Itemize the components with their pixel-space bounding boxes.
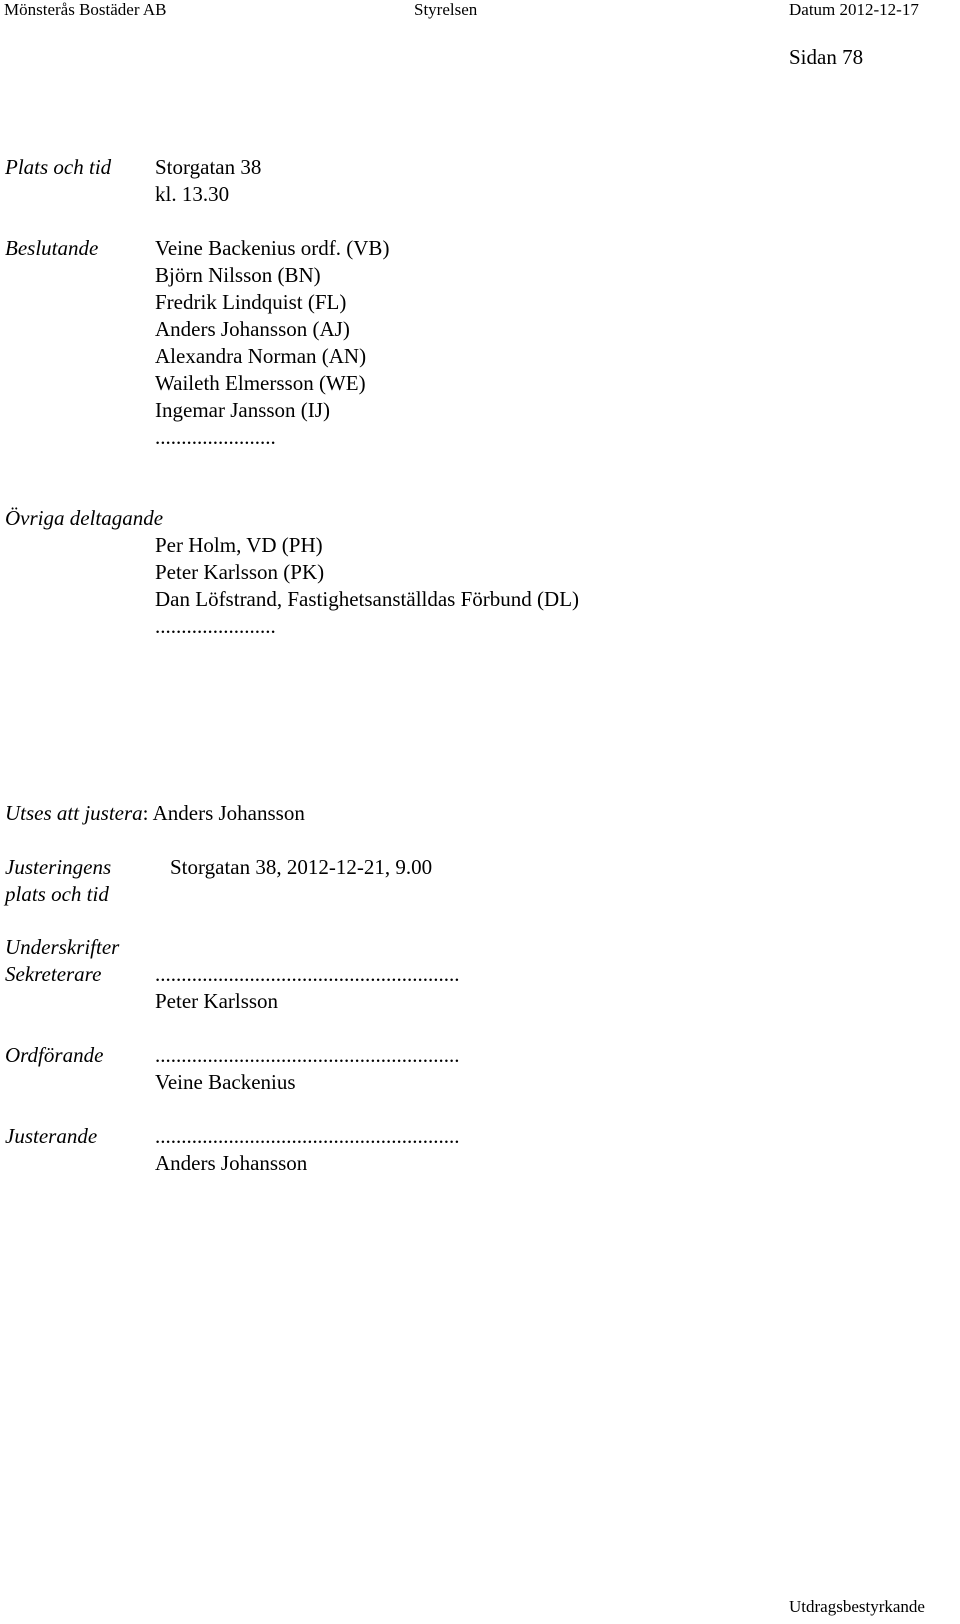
signature-block-chair [155,1042,460,1096]
signature-role-chair: Ordförande [5,1043,104,1067]
list-item: Per Holm, VD (PH) [155,533,323,557]
signatures-heading: Underskrifter [5,935,120,959]
adjuster-label: Utses att justera [5,801,143,825]
document-date: Datum 2012-12-17 [789,0,919,19]
signatory-name: Peter Karlsson [155,989,279,1013]
signature-block-secretary [155,961,460,1015]
other-participants-list [155,532,579,640]
signature-role-adjuster: Justerande [5,1124,98,1148]
decision-makers-list [155,235,389,451]
adjustment-label-line2: plats och tid [5,882,109,906]
signatory-name: Anders Johansson [155,1151,308,1175]
signature-line: .......................................................... [155,962,460,986]
footer-note: Utdragsbestyrkande [789,1597,925,1616]
page-number: Sidan 78 [789,45,864,69]
adjuster-separator: : [142,801,149,825]
list-item: Fredrik Lindquist (FL) [155,290,347,314]
meeting-place: Storgatan 38 [155,155,262,179]
other-participants-label: Övriga deltagande [5,506,164,530]
signature-block-adjuster [155,1123,460,1177]
decision-makers-label: Beslutande [5,236,99,260]
adjuster-line [5,800,305,827]
list-item: Alexandra Norman (AN) [155,344,367,368]
list-item: Dan Löfstrand, Fastighetsanställdas Förbund (DL) [155,587,580,611]
organization-name: Mönsterås Bostäder AB [4,0,167,19]
placeholder-dots: ....................... [155,425,276,449]
adjuster-name: Anders Johansson [152,801,305,825]
adjustment-value: Storgatan 38, 2012-12-21, 9.00 [170,855,433,879]
adjustment-label [5,854,111,908]
list-item: Peter Karlsson (PK) [155,560,325,584]
list-item: Waileth Elmersson (WE) [155,371,366,395]
placeholder-dots: ....................... [155,614,276,638]
signatory-name: Veine Backenius [155,1070,296,1094]
adjustment-label-line1: Justeringens [5,855,112,879]
list-item: Björn Nilsson (BN) [155,263,321,287]
signature-line: .......................................................... [155,1124,460,1148]
list-item: Anders Johansson (AJ) [155,317,350,341]
list-item: Veine Backenius ordf. (VB) [155,236,390,260]
list-item: Ingemar Jansson (IJ) [155,398,330,422]
signature-role-secretary: Sekreterare [5,962,102,986]
signature-line: .......................................................... [155,1043,460,1067]
meeting-time: kl. 13.30 [155,182,230,206]
place-time-values [155,154,261,208]
place-time-label: Plats och tid [5,155,112,179]
committee-name: Styrelsen [414,0,478,19]
